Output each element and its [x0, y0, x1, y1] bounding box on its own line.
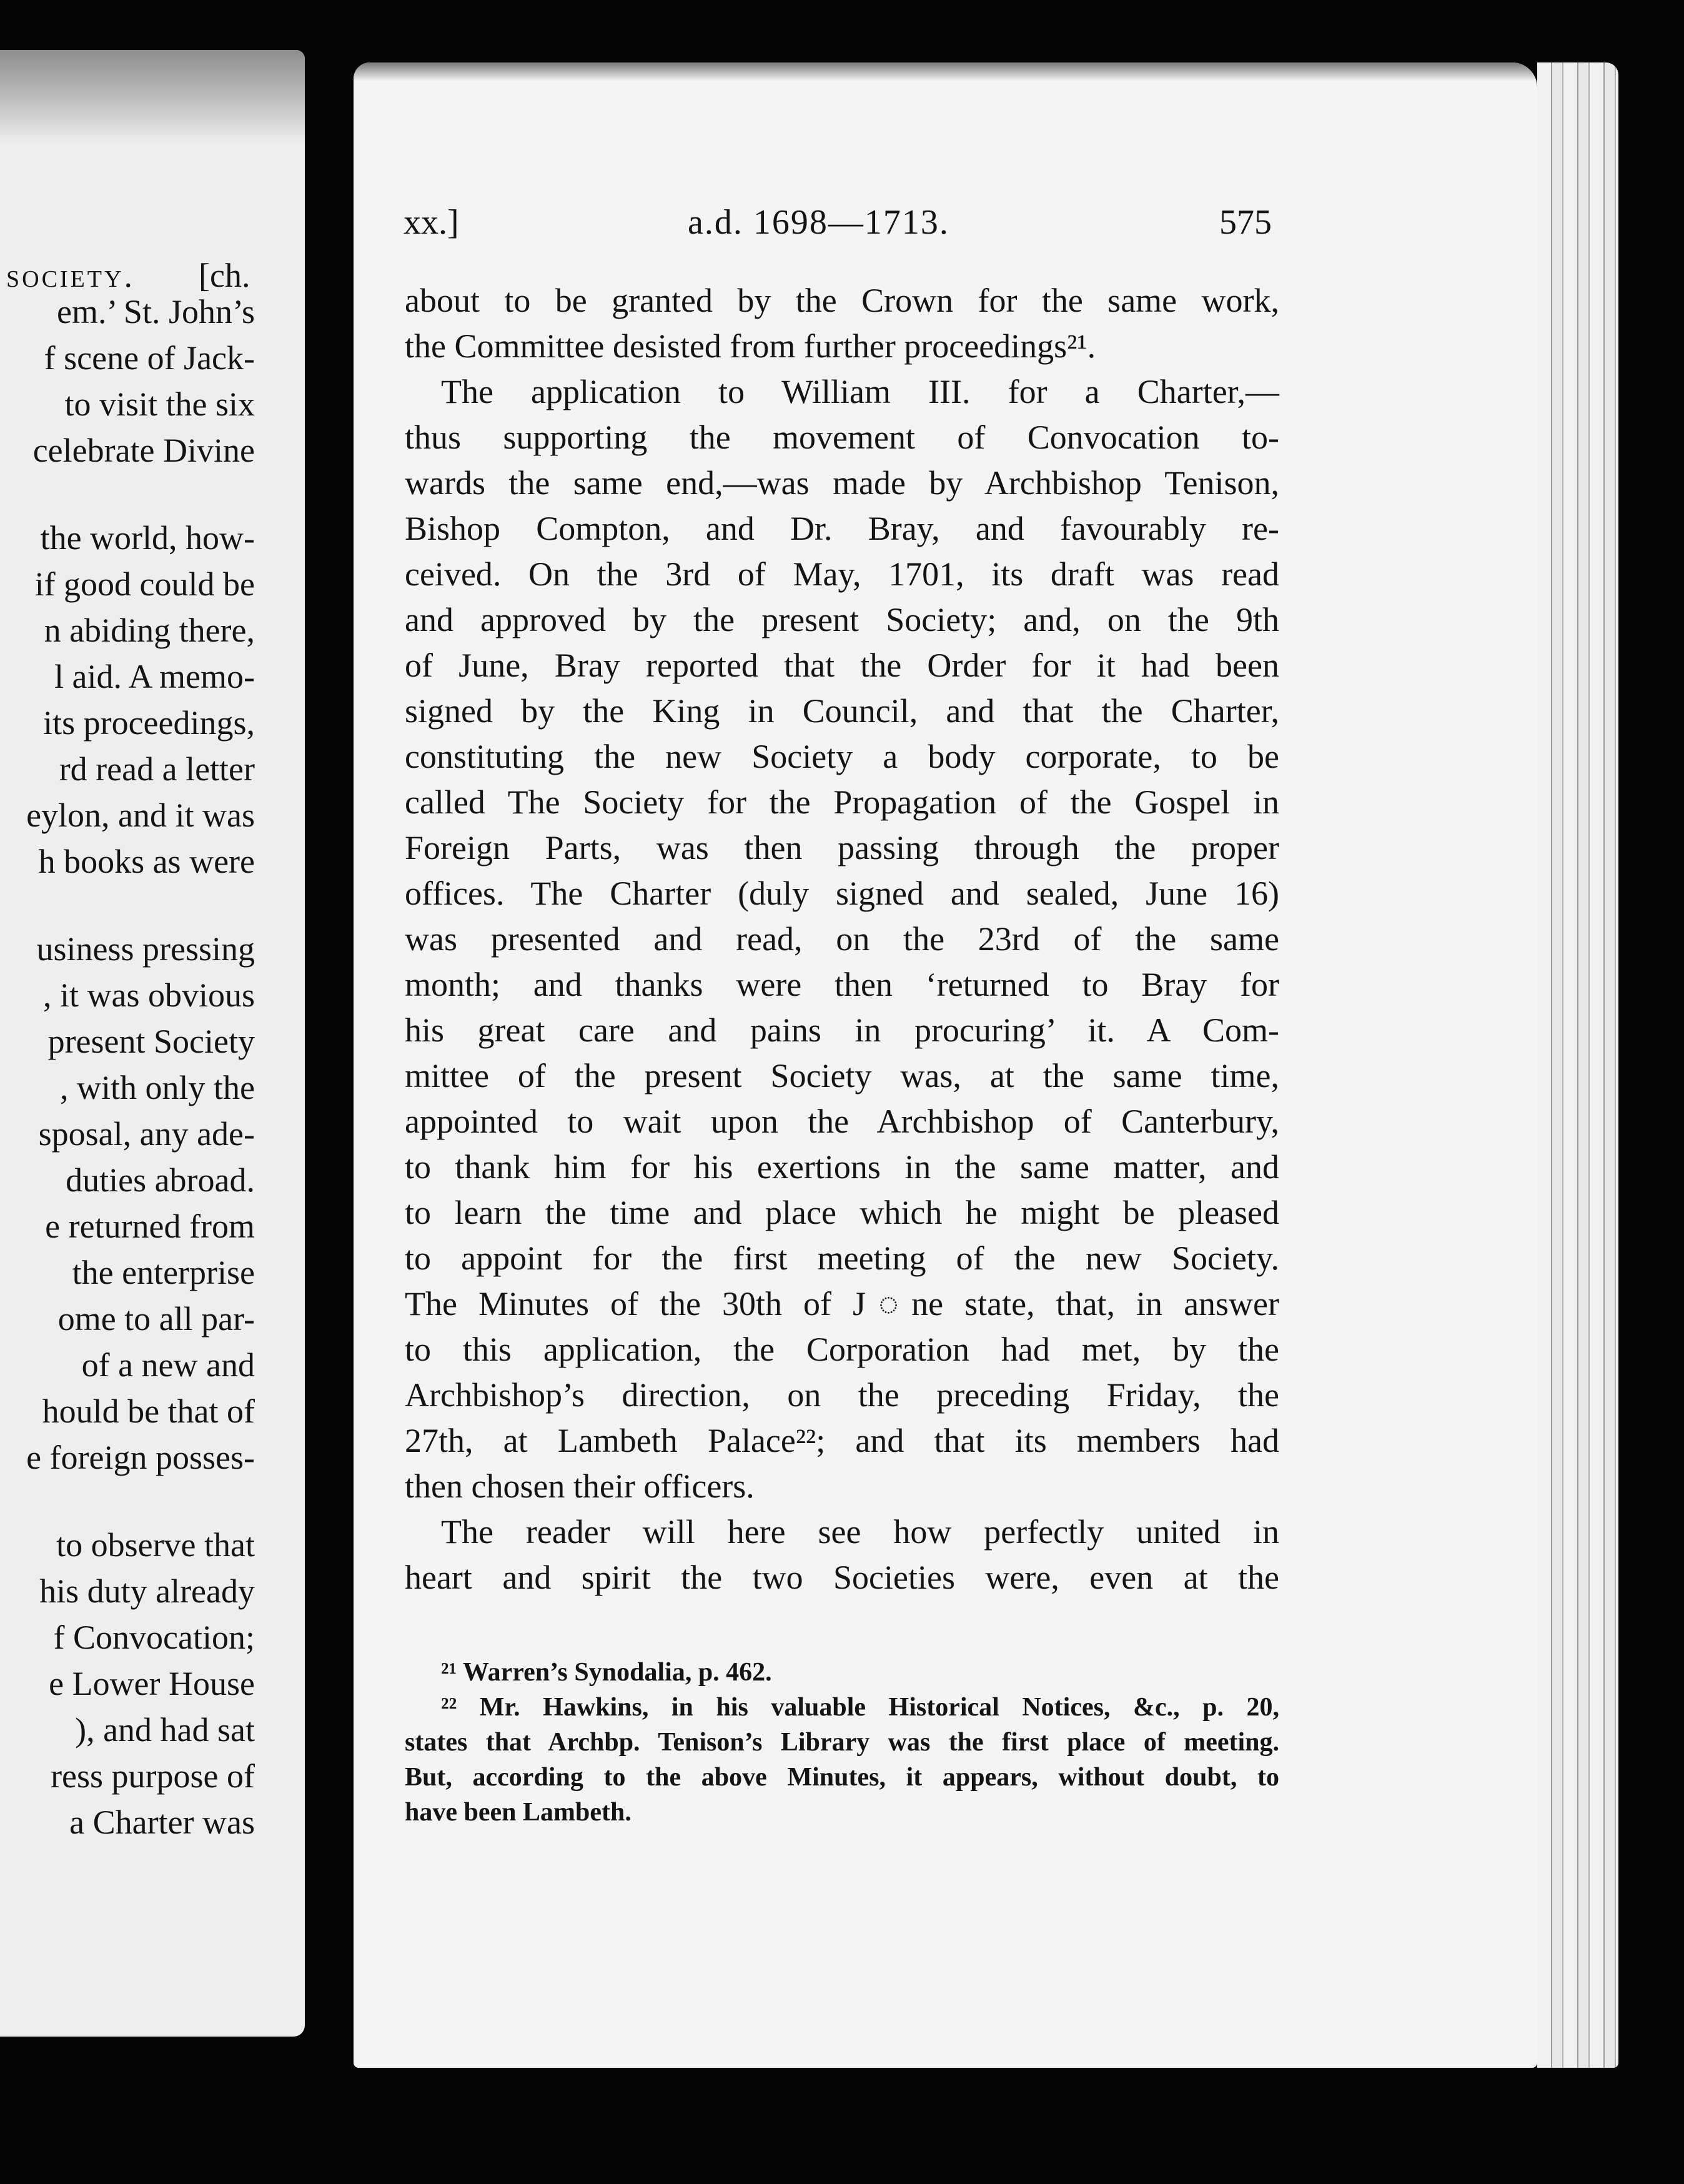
left-line: ), and had sat — [75, 1711, 255, 1749]
body-line: wards the same end,—was made by Archbishop Tenison, — [405, 464, 1279, 502]
body-line: thus supporting the movement of Convocation to- — [405, 419, 1279, 456]
left-line: sposal, any ade- — [38, 1115, 255, 1153]
footnote-line: But, according to the above Minutes, it appears, without doubt, to — [405, 1763, 1279, 1792]
chapter-marker: xx.] — [404, 203, 459, 242]
left-line: e Lower House — [49, 1665, 255, 1702]
left-line: ress purpose of — [51, 1757, 255, 1795]
left-line: l aid. A memo- — [54, 658, 255, 695]
left-line: e returned from — [45, 1208, 255, 1245]
body-line: Archbishop’s direction, on the preceding Friday, the — [405, 1376, 1279, 1414]
body-line: constituting the new Society a body corporate, to be — [405, 738, 1279, 775]
body-line: to this application, the Corporation had met, by the — [405, 1331, 1279, 1368]
left-header-chapter: [ch. — [199, 257, 250, 294]
page-stack-edges — [1537, 62, 1618, 2068]
body-line: to learn the time and place which he might be pleased — [405, 1194, 1279, 1231]
left-line: e foreign posses- — [26, 1439, 255, 1476]
left-line: h books as were — [38, 843, 255, 880]
left-line: rd read a letter — [59, 750, 255, 788]
body-line: month; and thanks were then ‘returned to Bray for — [405, 966, 1279, 1003]
left-line: ome to all par- — [57, 1300, 255, 1338]
body-line: called The Society for the Propagation of the Gospel in — [405, 783, 1279, 821]
body-line: heart and spirit the two Societies were, even at the — [405, 1559, 1279, 1596]
body-line: and approved by the present Society; and, on the 9th — [405, 601, 1279, 638]
left-line: f scene of Jack- — [44, 339, 255, 377]
left-line: f Convocation; — [53, 1619, 255, 1656]
running-header — [404, 202, 1272, 246]
left-line: em.’ St. John’s — [56, 293, 255, 330]
page-number: 575 — [1219, 203, 1272, 242]
left-line: present Society — [47, 1023, 255, 1060]
left-line: , it was obvious — [42, 976, 255, 1014]
body-line: appointed to wait upon the Archbishop of Canterbury, — [405, 1103, 1279, 1140]
page-edge-shadow — [354, 62, 1537, 81]
page-edge-shadow — [0, 50, 305, 144]
footnote-22: ²² Mr. Hawkins, in his valuable Historical Notices, &c., p. 20, — [441, 1693, 1279, 1722]
body-line: signed by the King in Council, and that the Charter, — [405, 692, 1279, 730]
left-line: to visit the six — [64, 385, 255, 423]
left-page — [0, 50, 305, 2037]
body-line: his great care and pains in procuring’ it. A Com- — [405, 1011, 1279, 1049]
paragraph-start-line: The application to William III. for a Charter,— — [441, 373, 1279, 410]
left-line: hould be that of — [42, 1392, 255, 1430]
body-line: ceived. On the 3rd of May, 1701, its draft was read — [405, 555, 1279, 593]
left-header-title: society. — [6, 257, 135, 294]
body-line: the Committee desisted from further proceedings²¹. — [405, 327, 1096, 365]
left-line: celebrate Divine — [32, 432, 255, 469]
left-line: n abiding there, — [44, 612, 255, 649]
left-line: usiness pressing — [36, 930, 255, 968]
right-page — [354, 62, 1537, 2068]
body-line: then chosen their officers. — [405, 1467, 755, 1505]
left-line: his duty already — [39, 1572, 255, 1610]
left-line: if good could be — [34, 565, 255, 603]
left-line: duties abroad. — [66, 1161, 255, 1199]
body-line: 27th, at Lambeth Palace²²; and that its members had — [405, 1422, 1279, 1459]
body-line: to appoint for the first meeting of the new Society. — [405, 1239, 1279, 1277]
body-line: The Minutes of the 30th of J◌ne state, that, in answer — [405, 1285, 1279, 1323]
left-line: its proceedings, — [43, 704, 255, 742]
footnote-21: ²¹ Warren’s Synodalia, p. 462. — [441, 1658, 772, 1687]
left-line: of a new and — [81, 1346, 255, 1384]
body-line: mittee of the present Society was, at the same time, — [405, 1057, 1279, 1094]
body-line: of June, Bray reported that the Order for it had been — [405, 647, 1279, 684]
body-line: Foreign Parts, was then passing through the proper — [405, 829, 1279, 866]
date-range-heading: a.d. 1698—1713. — [688, 203, 949, 242]
body-line: about to be granted by the Crown for the same work, — [405, 282, 1279, 319]
footnote-line: have been Lambeth. — [405, 1798, 632, 1827]
body-line: was presented and read, on the 23rd of the same — [405, 920, 1279, 958]
footnote-line: states that Archbp. Tenison’s Library was the first place of meeting. — [405, 1728, 1279, 1757]
left-line: the enterprise — [72, 1254, 255, 1291]
left-line: a Charter was — [69, 1804, 255, 1841]
left-line: to observe that — [56, 1526, 255, 1564]
body-line: Bishop Compton, and Dr. Bray, and favourably re- — [405, 510, 1279, 547]
left-line: the world, how- — [40, 519, 255, 557]
body-line: to thank him for his exertions in the same matter, and — [405, 1148, 1279, 1186]
paragraph-start-line: The reader will here see how perfectly united in — [441, 1513, 1279, 1551]
left-line: eylon, and it was — [26, 797, 255, 834]
left-line: , with only the — [60, 1069, 255, 1106]
body-line: offices. The Charter (duly signed and sealed, June 16) — [405, 875, 1279, 912]
